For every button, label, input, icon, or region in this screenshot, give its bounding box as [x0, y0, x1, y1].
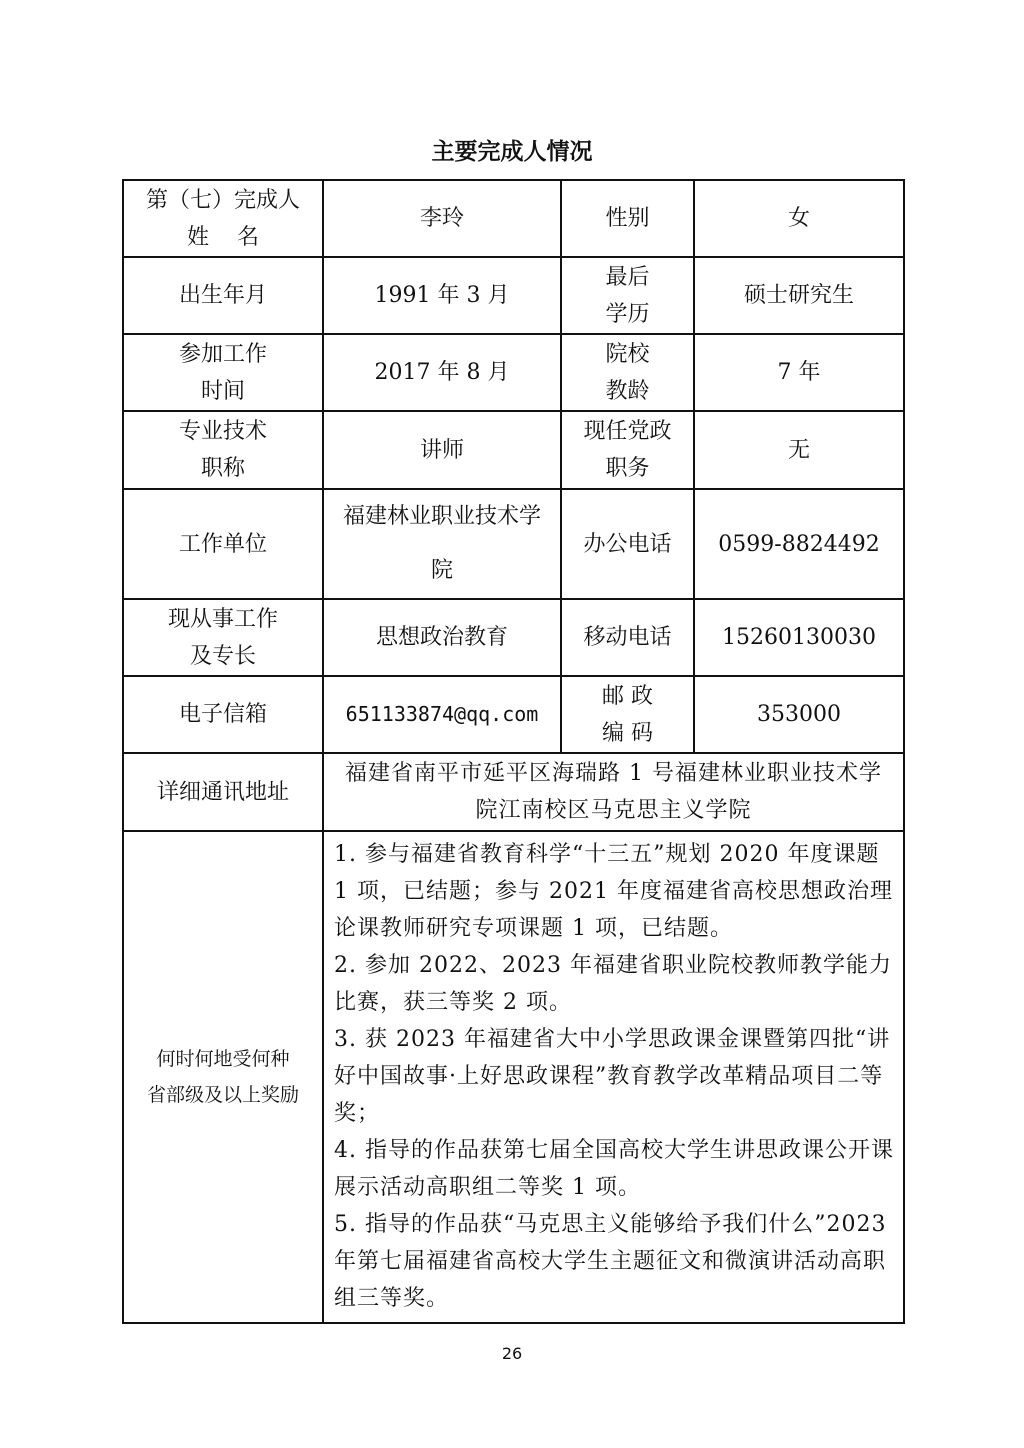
postcode-label-line1: 邮 政	[602, 683, 653, 709]
office-phone-value: 0599-8824492	[694, 489, 904, 599]
postcode-label-line2: 编 码	[602, 720, 653, 746]
address-value: 福建省南平市延平区海瑞路 1 号福建林业职业技术学院江南校区马克思主义学院	[323, 753, 904, 831]
awards-label-line2: 省部级及以上奖励	[146, 1084, 299, 1106]
award-item-1: 1. 参与福建省教育科学“十三五”规划 2020 年度课题 1 项，已结题；参与 2021 年度福建省高校思想政治理论课教师研究专项课题 1 项，已结题。	[334, 842, 893, 941]
education-label-cell	[561, 257, 694, 334]
teaching-years-label-cell	[561, 334, 694, 411]
page-title: 主要完成人情况	[431, 139, 593, 165]
work-start-label-cell	[123, 334, 323, 411]
party-post-value: 无	[694, 411, 904, 489]
name-label-line1: 第（七）完成人	[145, 187, 300, 213]
table-row	[123, 489, 904, 599]
page-number: 26	[501, 1344, 523, 1363]
awards-label-cell	[123, 831, 323, 1323]
table-row	[123, 257, 904, 334]
specialty-label-line1: 现从事工作	[167, 606, 278, 632]
table-row	[123, 180, 904, 257]
table-row	[123, 676, 904, 753]
name-label-cell	[123, 180, 323, 257]
party-post-label-line1: 现任党政	[583, 419, 672, 444]
gender-label: 性别	[561, 180, 694, 257]
table-row	[123, 334, 904, 411]
award-item-3: 3. 获 2023 年福建省大中小学思政课金课暨第四批“讲好中国故事·上好思政课程”教育教学改革精品项目二等奖；	[334, 1027, 891, 1126]
party-post-label-cell	[561, 411, 694, 489]
address-label: 详细通讯地址	[123, 753, 323, 831]
postcode-value: 353000	[694, 676, 904, 753]
mobile-label: 移动电话	[561, 599, 694, 676]
prof-title-label-cell	[123, 411, 323, 489]
work-start-value: 2017 年 8 月	[323, 334, 561, 411]
name-label-line2: 姓 名	[187, 224, 259, 250]
education-value: 硕士研究生	[694, 257, 904, 334]
personnel-info-table	[122, 179, 905, 1324]
award-item-4: 4. 指导的作品获第七届全国高校大学生讲思政课公开课展示活动高职组二等奖 1 项。	[334, 1138, 894, 1200]
awards-list	[323, 831, 904, 1323]
specialty-label-line2: 及专长	[189, 643, 256, 669]
mobile-value: 15260130030	[694, 599, 904, 676]
name-value: 李玲	[323, 180, 561, 257]
specialty-label-cell	[123, 599, 323, 676]
awards-label-line1: 何时何地受何种	[156, 1048, 290, 1070]
birth-label: 出生年月	[123, 257, 323, 334]
birth-value: 1991 年 3 月	[323, 257, 561, 334]
email-label: 电子信箱	[123, 676, 323, 753]
teaching-years-value: 7 年	[694, 334, 904, 411]
table-row	[123, 753, 904, 831]
table-row	[123, 411, 904, 489]
employer-label: 工作单位	[123, 489, 323, 599]
office-phone-label: 办公电话	[561, 489, 694, 599]
award-item-2: 2. 参加 2022、2023 年福建省职业院校教师教学能力比赛，获三等奖 2 项。	[334, 953, 892, 1015]
education-label-line2: 学历	[605, 301, 650, 327]
prof-title-value: 讲师	[323, 411, 561, 489]
teaching-years-label-line2: 教龄	[605, 378, 650, 404]
specialty-value: 思想政治教育	[323, 599, 561, 676]
education-label-line1: 最后	[605, 264, 650, 290]
party-post-label-line2: 职务	[605, 456, 650, 481]
table-row	[123, 599, 904, 676]
email-value: 651133874@qq.com	[323, 676, 561, 753]
teaching-years-label-line1: 院校	[605, 341, 650, 367]
prof-title-label-line2: 职称	[200, 456, 245, 481]
gender-value: 女	[694, 180, 904, 257]
award-item-5: 5. 指导的作品获“马克思主义能够给予我们什么”2023 年第七届福建省高校大学生主题征文和微演讲活动高职组三等奖。	[334, 1212, 887, 1311]
postcode-label-cell	[561, 676, 694, 753]
work-start-label-line1: 参加工作	[178, 341, 267, 367]
table-row	[123, 831, 904, 1323]
prof-title-label-line1: 专业技术	[178, 419, 267, 444]
work-start-label-line2: 时间	[200, 378, 245, 404]
employer-value: 福建林业职业技术学院	[323, 489, 561, 599]
